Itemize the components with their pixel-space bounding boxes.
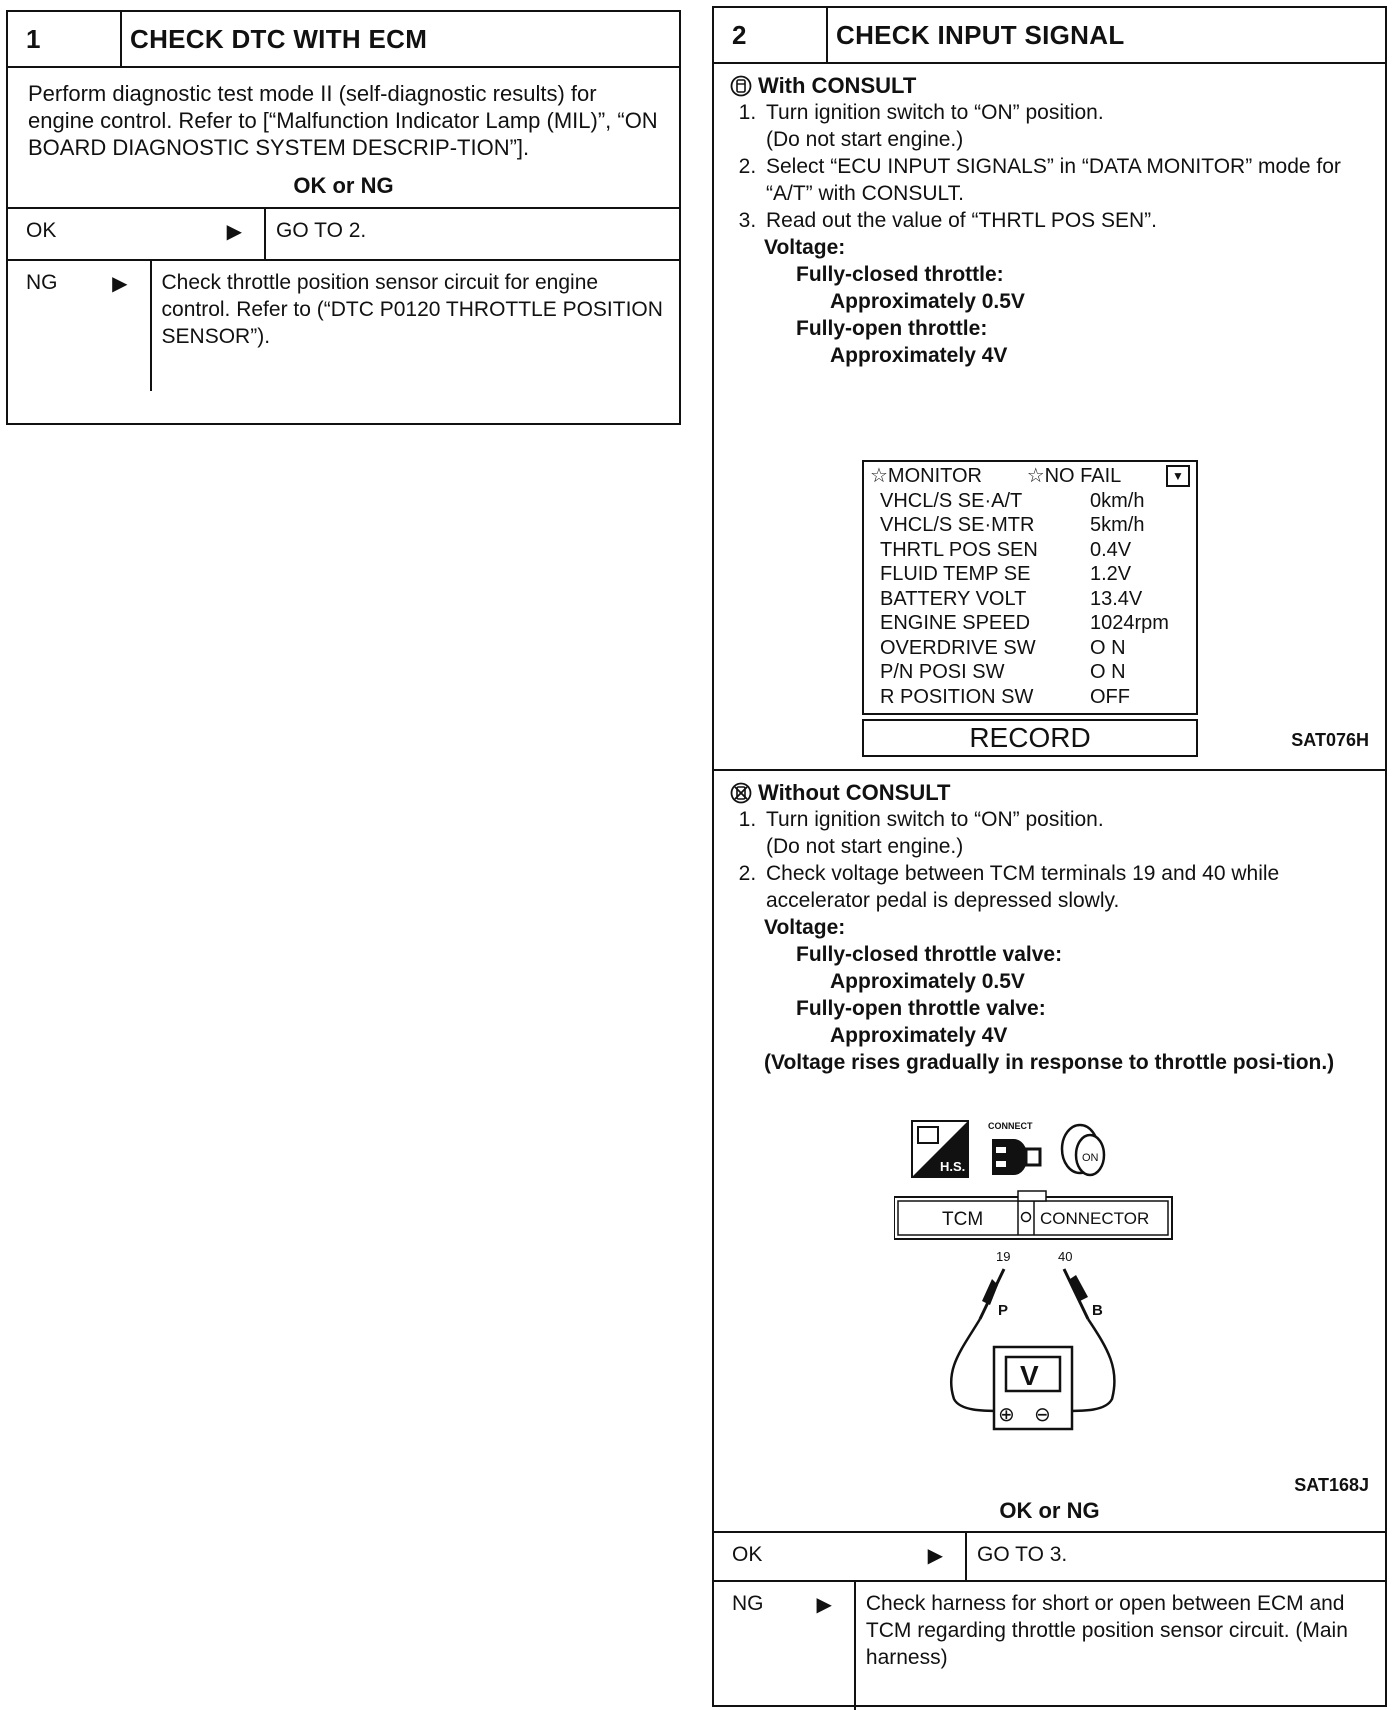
monitor-row-key: R POSITION SW xyxy=(880,685,1034,708)
without-consult-title xyxy=(730,779,1369,806)
monitor-row-value: 5km/h xyxy=(1090,514,1145,536)
open-label: Fully-open throttle: xyxy=(796,317,988,340)
monitor-row xyxy=(870,660,1190,685)
harness-side-icon xyxy=(912,1121,968,1177)
step-text: Read out the value of “THRTL POS SEN”. xyxy=(766,209,1158,232)
monitor-row-value: 1.2V xyxy=(1090,563,1132,585)
result-action: GO TO 2. xyxy=(276,219,367,242)
voltage-label: Voltage: xyxy=(764,236,846,259)
monitor-row xyxy=(870,636,1190,661)
step-number: 1 xyxy=(8,12,122,66)
step-note: (Do not start engine.) xyxy=(766,128,964,151)
terminal-19-label: 19 xyxy=(996,1249,1011,1264)
minus-terminal: ⊖ xyxy=(1034,1402,1051,1426)
monitor-row-value: OFF xyxy=(1090,685,1130,708)
without-consult-section xyxy=(714,771,1385,1524)
step-item xyxy=(762,153,1369,207)
scroll-down-icon[interactable]: ▼ xyxy=(1166,465,1190,487)
instruction-text: Perform diagnostic test mode II (self-diagnostic results) for engine control. Refer to [“Malfunction Indicator Lamp (MIL)”, “ON BOARD DIAGNOSTIC SYSTEM DESCRIP-TION”]. xyxy=(28,81,658,160)
monitor-row-key: VHCL/S SE·A/T xyxy=(880,489,1023,512)
arrow-right-icon: ▶ xyxy=(816,1594,832,1616)
monitor-row-value: O N xyxy=(1090,636,1126,659)
monitor-row-key: BATTERY VOLT xyxy=(880,587,1027,610)
connect-label: CONNECT xyxy=(988,1121,1033,1131)
arrow-right-icon: ▶ xyxy=(226,221,242,243)
result-table xyxy=(714,1531,1385,1710)
open-label: Fully-open throttle valve: xyxy=(796,997,1046,1020)
tcm-label: TCM xyxy=(942,1209,984,1230)
result-label-text: OK xyxy=(26,219,57,242)
monitor-row xyxy=(870,611,1190,636)
monitor-row xyxy=(870,538,1190,563)
step-note: (Do not start engine.) xyxy=(766,835,964,858)
monitor-rows xyxy=(870,489,1190,710)
monitor-row-value: 0km/h xyxy=(1090,489,1145,512)
monitor-row-value: 1024rpm xyxy=(1090,612,1169,634)
consult-monitor-screen xyxy=(862,460,1198,757)
monitor-row-value: 13.4V xyxy=(1090,587,1143,610)
arrow-right-icon: ▶ xyxy=(927,1545,943,1567)
monitor-row-value: 0.4V xyxy=(1090,538,1132,561)
open-value: Approximately 4V xyxy=(830,344,1008,367)
card-header xyxy=(8,12,679,68)
probe-p-label: P xyxy=(998,1302,1009,1319)
step-text: Select “ECU INPUT SIGNALS” in “DATA MONITOR” mode for “A/T” with CONSULT. xyxy=(766,155,1341,205)
result-row-ok xyxy=(8,207,679,259)
section-title-text: Without CONSULT xyxy=(758,780,951,805)
closed-label: Fully-closed throttle: xyxy=(796,263,1004,286)
section-title-text: With CONSULT xyxy=(758,73,917,98)
voltage-label: Voltage: xyxy=(764,916,846,939)
result-label-text: OK xyxy=(732,1543,763,1566)
result-action: Check throttle position sensor circuit for engine control. Refer to (“DTC P0120 THROTTLE POSITION SENSOR”). xyxy=(161,271,663,348)
no-consult-icon xyxy=(730,782,752,804)
monitor-row-key: ENGINE SPEED xyxy=(880,612,1031,634)
result-row-ng xyxy=(714,1580,1385,1710)
on-label: ON xyxy=(1082,1152,1099,1164)
monitor-row-key: THRTL POS SEN xyxy=(880,538,1038,561)
step-list xyxy=(730,806,1369,914)
step-list xyxy=(730,99,1369,234)
record-button[interactable]: RECORD xyxy=(862,719,1198,757)
plus-terminal: ⊕ xyxy=(998,1402,1015,1426)
ok-or-ng-label: OK or NG xyxy=(999,1498,1100,1523)
monitor-row xyxy=(870,513,1190,538)
terminal-40-label: 40 xyxy=(1058,1249,1073,1264)
ok-or-ng-label: OK or NG xyxy=(293,173,394,198)
figure-code: SAT168J xyxy=(1294,1475,1369,1495)
result-label-text: NG xyxy=(26,271,58,294)
monitor-row-key: VHCL/S SE·MTR xyxy=(880,514,1035,536)
connect-icon xyxy=(988,1121,1040,1175)
voltmeter xyxy=(994,1347,1072,1429)
monitor-row xyxy=(870,489,1190,514)
voltage-spec xyxy=(730,914,1369,1076)
monitor-row xyxy=(870,685,1190,710)
monitor-row xyxy=(870,562,1190,587)
step-item xyxy=(762,99,1369,153)
monitor-row-key: P/N POSI SW xyxy=(880,661,1005,683)
figure-code: SAT076H xyxy=(1291,730,1369,750)
result-label xyxy=(8,261,152,391)
result-label xyxy=(8,209,266,259)
ignition-on-icon xyxy=(1062,1125,1104,1175)
step-item xyxy=(762,806,1369,860)
voltage-spec xyxy=(730,234,1369,369)
open-value: Approximately 4V xyxy=(830,1024,1008,1047)
closed-value: Approximately 0.5V xyxy=(830,970,1025,993)
step-item xyxy=(762,860,1369,914)
consult-icon xyxy=(730,75,752,97)
monitor-row-value: O N xyxy=(1090,661,1126,683)
step-text: Turn ignition switch to “ON” position. xyxy=(766,101,1104,124)
tcm-connector-diagram xyxy=(894,1119,1194,1449)
monitor-header-right: ☆NO FAIL xyxy=(1026,465,1122,487)
step-text: Turn ignition switch to “ON” position. xyxy=(766,808,1104,831)
monitor-row xyxy=(870,587,1190,612)
result-row-ng xyxy=(8,259,679,391)
arrow-right-icon: ▶ xyxy=(112,273,128,295)
check-dtc-card xyxy=(6,10,681,425)
monitor-header xyxy=(870,464,1190,489)
result-action: Check harness for short or open between ECM and TCM regarding throttle position sensor circuit. (Main harness) xyxy=(865,1592,1348,1669)
step-number: 2 xyxy=(714,8,828,62)
result-label-text: NG xyxy=(732,1592,764,1615)
card-header xyxy=(714,8,1385,64)
hs-label: H.S. xyxy=(940,1159,966,1174)
probe-b-label: B xyxy=(1092,1302,1103,1319)
with-consult-title xyxy=(730,72,1369,99)
step-text: Check voltage between TCM terminals 19 and 40 while accelerator pedal is depressed slowly. xyxy=(766,862,1280,912)
result-row-ok xyxy=(714,1531,1385,1580)
with-consult-section xyxy=(714,64,1385,771)
result-label xyxy=(714,1582,856,1710)
step-item xyxy=(762,207,1369,234)
monitor-display xyxy=(862,460,1198,715)
result-label xyxy=(714,1533,967,1580)
monitor-row-key: OVERDRIVE SW xyxy=(880,636,1036,659)
monitor-header-left: ☆MONITOR xyxy=(870,465,983,487)
closed-label: Fully-closed throttle valve: xyxy=(796,943,1063,966)
monitor-row-key: FLUID TEMP SE xyxy=(880,563,1031,585)
check-input-signal-card xyxy=(712,6,1387,1707)
step-title: CHECK DTC WITH ECM xyxy=(130,23,428,54)
step-title: CHECK INPUT SIGNAL xyxy=(836,19,1125,50)
result-action: GO TO 3. xyxy=(977,1543,1068,1566)
closed-value: Approximately 0.5V xyxy=(830,290,1025,313)
voltage-remark: (Voltage rises gradually in response to throttle posi-tion.) xyxy=(764,1051,1335,1074)
meter-label: V xyxy=(1020,1360,1039,1391)
connector-label: CONNECTOR xyxy=(1040,1209,1150,1228)
tcm-connector xyxy=(894,1191,1172,1239)
